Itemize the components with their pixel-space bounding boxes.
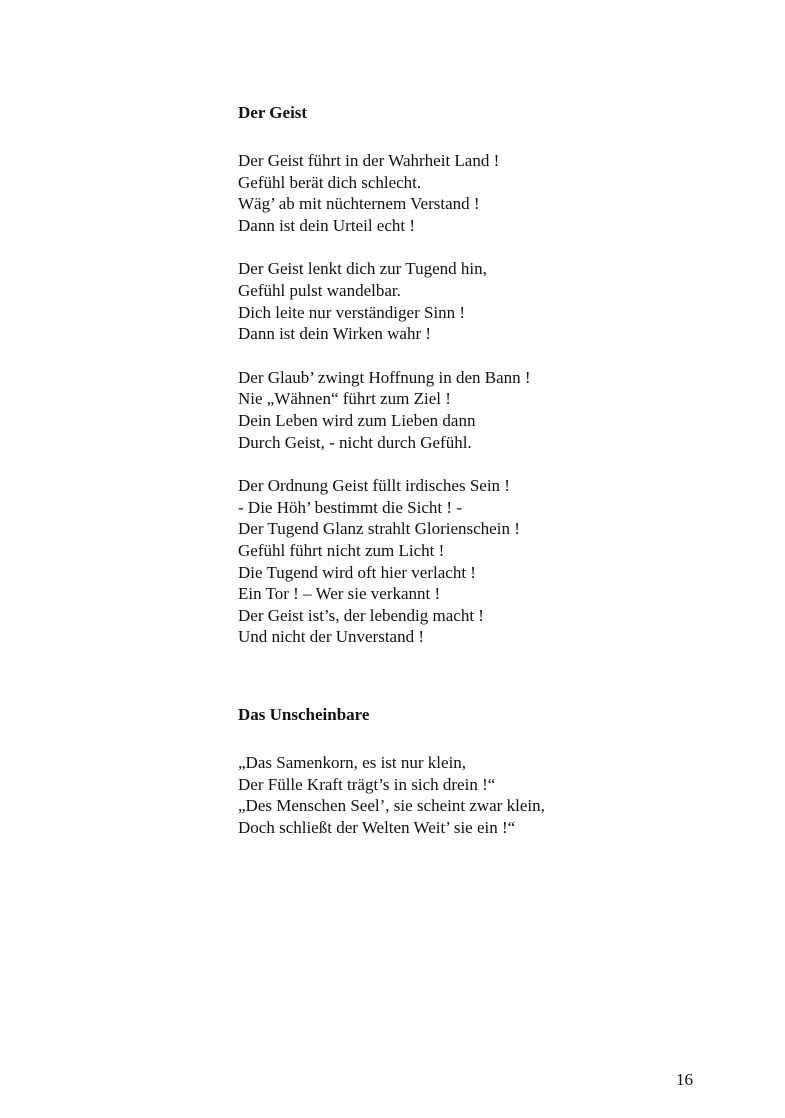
verse-line: Nie „Wähnen“ führt zum Ziel !: [238, 389, 451, 409]
verse-line: Der Geist ist’s, der lebendig macht !: [238, 605, 484, 625]
verse-line: Der Ordnung Geist füllt irdisches Sein !: [238, 476, 510, 496]
verse-line: Dein Leben wird zum Lieben dann: [238, 410, 476, 430]
poem-der-geist: [238, 102, 658, 670]
verse-line: Die Tugend wird oft hier verlacht !: [238, 562, 476, 582]
verse-line: Gefühl pulst wandelbar.: [238, 280, 401, 300]
verse-line: Doch schließt der Welten Weit’ sie ein !“: [238, 817, 516, 837]
verse-line: Dann ist dein Urteil echt !: [238, 215, 416, 235]
stanza-3: [238, 367, 658, 453]
stanza-1: [238, 752, 658, 838]
verse-line: „Des Menschen Seel’, sie scheint zwar klein,: [238, 796, 545, 816]
poem-title: Das Unscheinbare: [238, 705, 370, 724]
verse-line: Der Fülle Kraft trägt’s in sich drein !“: [238, 774, 496, 794]
verse-line: Der Geist lenkt dich zur Tugend hin,: [238, 259, 487, 279]
verse-line: Ein Tor ! – Wer sie verkannt !: [238, 584, 441, 604]
stanza-2: [238, 258, 658, 344]
verse-line: Gefühl führt nicht zum Licht !: [238, 540, 445, 560]
poem-das-unscheinbare: [238, 704, 658, 860]
verse-line: - Die Höh’ bestimmt die Sicht ! -: [238, 497, 462, 517]
poem-title: Der Geist: [238, 103, 308, 122]
stanza-1: [238, 150, 658, 236]
verse-line: Durch Geist, - nicht durch Gefühl.: [238, 432, 472, 452]
stanza-4: [238, 475, 658, 648]
page-number: 16: [676, 1070, 693, 1089]
verse-line: Gefühl berät dich schlecht.: [238, 172, 422, 192]
verse-line: Dich leite nur verständiger Sinn !: [238, 302, 466, 322]
verse-line: Der Tugend Glanz strahlt Glorienschein !: [238, 519, 520, 539]
verse-line: Der Geist führt in der Wahrheit Land !: [238, 151, 500, 170]
verse-line: Wäg’ ab mit nüchternem Verstand !: [238, 194, 480, 214]
verse-line: „Das Samenkorn, es ist nur klein,: [238, 753, 467, 772]
verse-line: Und nicht der Unverstand !: [238, 627, 425, 647]
verse-line: Dann ist dein Wirken wahr !: [238, 324, 432, 344]
verse-line: Der Glaub’ zwingt Hoffnung in den Bann !: [238, 367, 531, 387]
